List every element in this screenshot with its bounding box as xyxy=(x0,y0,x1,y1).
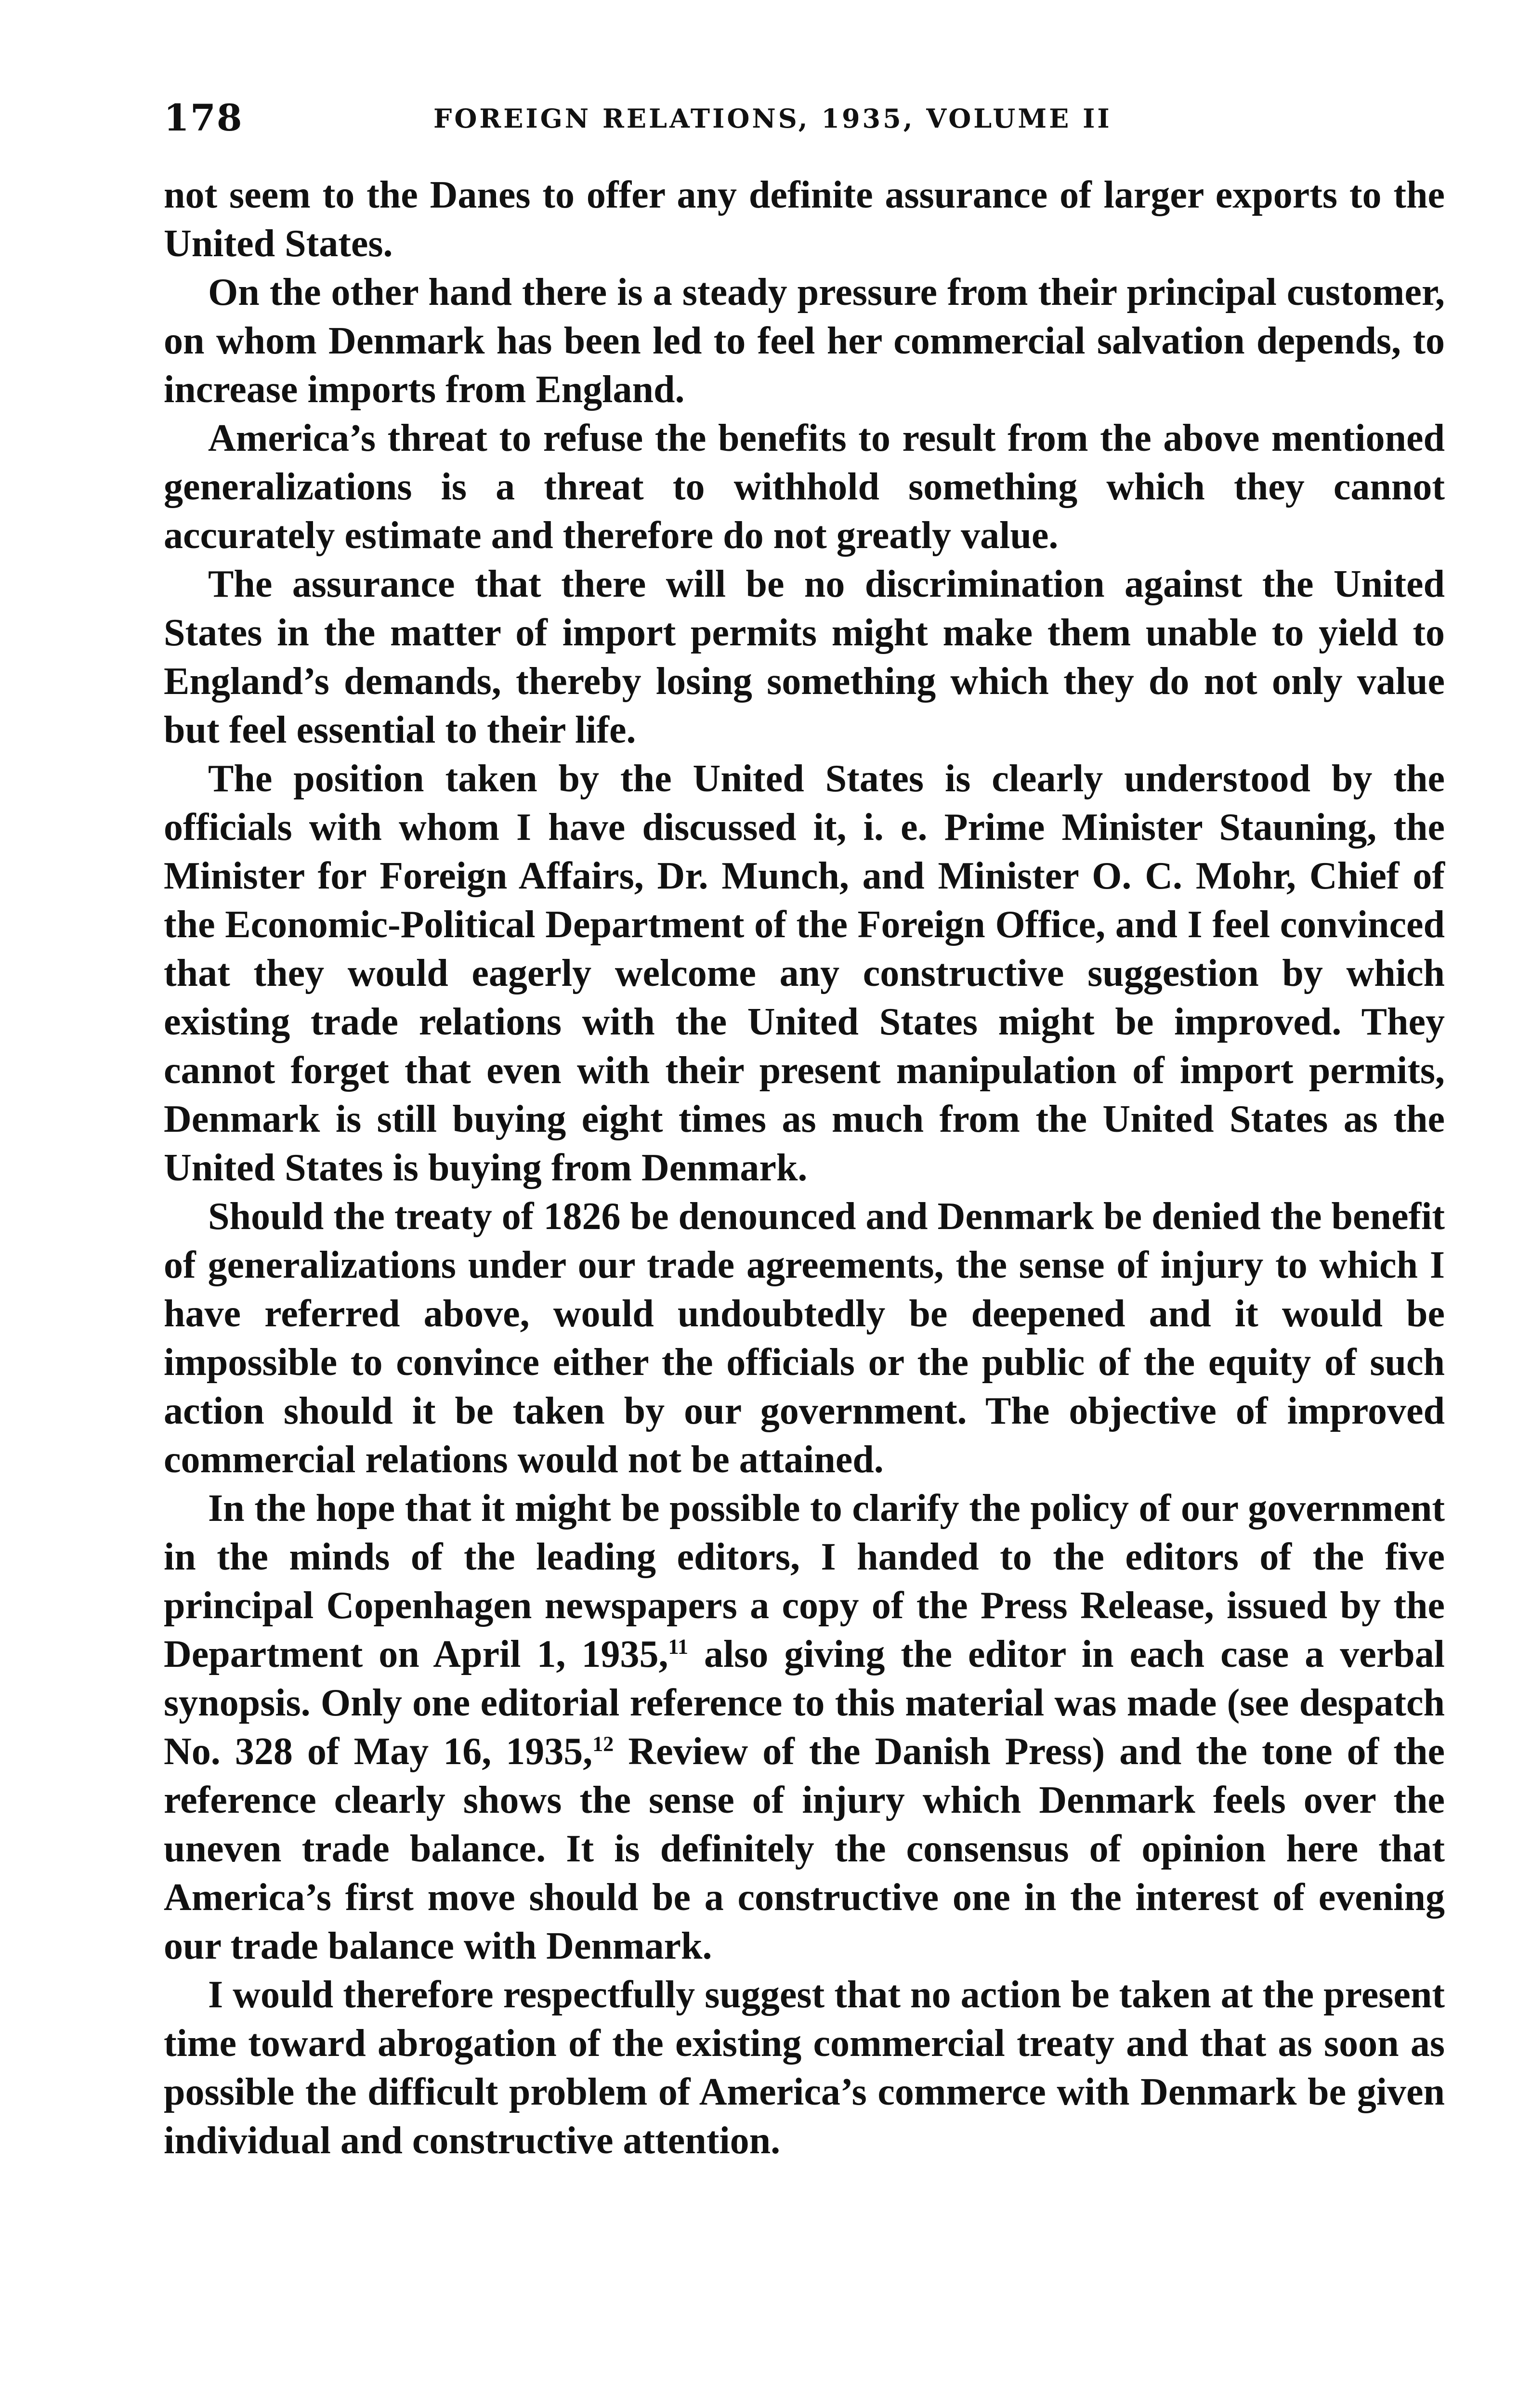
paragraph: Should the treaty of 1826 be denounced and Denmark be denied the benefit of generalizations under our trade agreements, the sense of injury to which I have referred above, would undoubtedly be deepened and it would be impossible to convince either the officials or the public of the equity of such action should it be taken by our government. The objective of improved commercial relations would not be attained. xyxy=(164,1195,1445,1481)
paragraph: The position taken by the United States is clearly understood by the officials with whom I have discussed it, i. e. Prime Minister Stauning, the Minister for Foreign Affairs, Dr. Munch, and Minister O. C. Mohr, Chief of the Economic-Political Department of the Foreign Office, and I feel convinced that they would eagerly welcome any constructive suggestion by which existing trade relations with the United States might be improved. They cannot forget that even with their present manipulation of import permits, Denmark is still buying eight times as much from the United States as the United States is buying from Denmark. xyxy=(164,758,1445,1189)
page-header xyxy=(164,96,1445,149)
page-number: 178 xyxy=(164,96,243,139)
paragraph: On the other hand there is a steady pressure from their principal customer, on whom Denmark has been led to feel her commercial salvation depends, to increase imports from England. xyxy=(164,271,1445,411)
paragraph-text: Review of the Danish Press) and the tone of the reference clearly shows the sense of injury which Denmark feels over the uneven trade balance. It is definitely the consensus of opinion here that America’s first move should be a constructive one in the interest of evening our trade balance with Denmark. xyxy=(164,1730,1445,1967)
footnote-ref-12[interactable]: 12 xyxy=(592,1732,614,1756)
paragraph-recommendation: I would therefore respectfully suggest that no action be taken at the present time toward abrogation of the existing commercial treaty and that as soon as possible the difficult problem of America’s commerce with Denmark be given individual and constructive attention. xyxy=(164,1974,1445,2162)
paragraph: America’s threat to refuse the benefits to result from the above mentioned generalizations is a threat to withhold something which they cannot accurately estimate and therefore do not greatly value. xyxy=(164,417,1445,557)
footnote-ref-11[interactable]: 11 xyxy=(668,1635,689,1659)
paragraph-continuation: not seem to the Danes to offer any definite assurance of larger exports to the United States. xyxy=(164,174,1445,265)
paragraph: The assurance that there will be no discrimination against the United States in the matter of import permits might make them unable to yield to England’s demands, thereby losing something which they do not only value but feel essential to their life. xyxy=(164,563,1445,751)
paragraph-text: In the hope that it might be possible to clarify the policy of our government in the minds of the leading editors, I handed to the editors of the five principal Copenhagen newspapers a copy of the Press Release, issued by the Department on April 1, 1935, xyxy=(164,1487,1445,1675)
running-head: FOREIGN RELATIONS, 1935, VOLUME II xyxy=(433,103,1112,134)
paragraph-text: also giving the editor in each case a verbal synopsis. Only one editorial reference to this material was made (see despatch No. 328 of May 16, 1935, xyxy=(164,1633,1445,1773)
body-text xyxy=(164,171,1445,2165)
paragraph-press-release xyxy=(164,1484,1445,1971)
